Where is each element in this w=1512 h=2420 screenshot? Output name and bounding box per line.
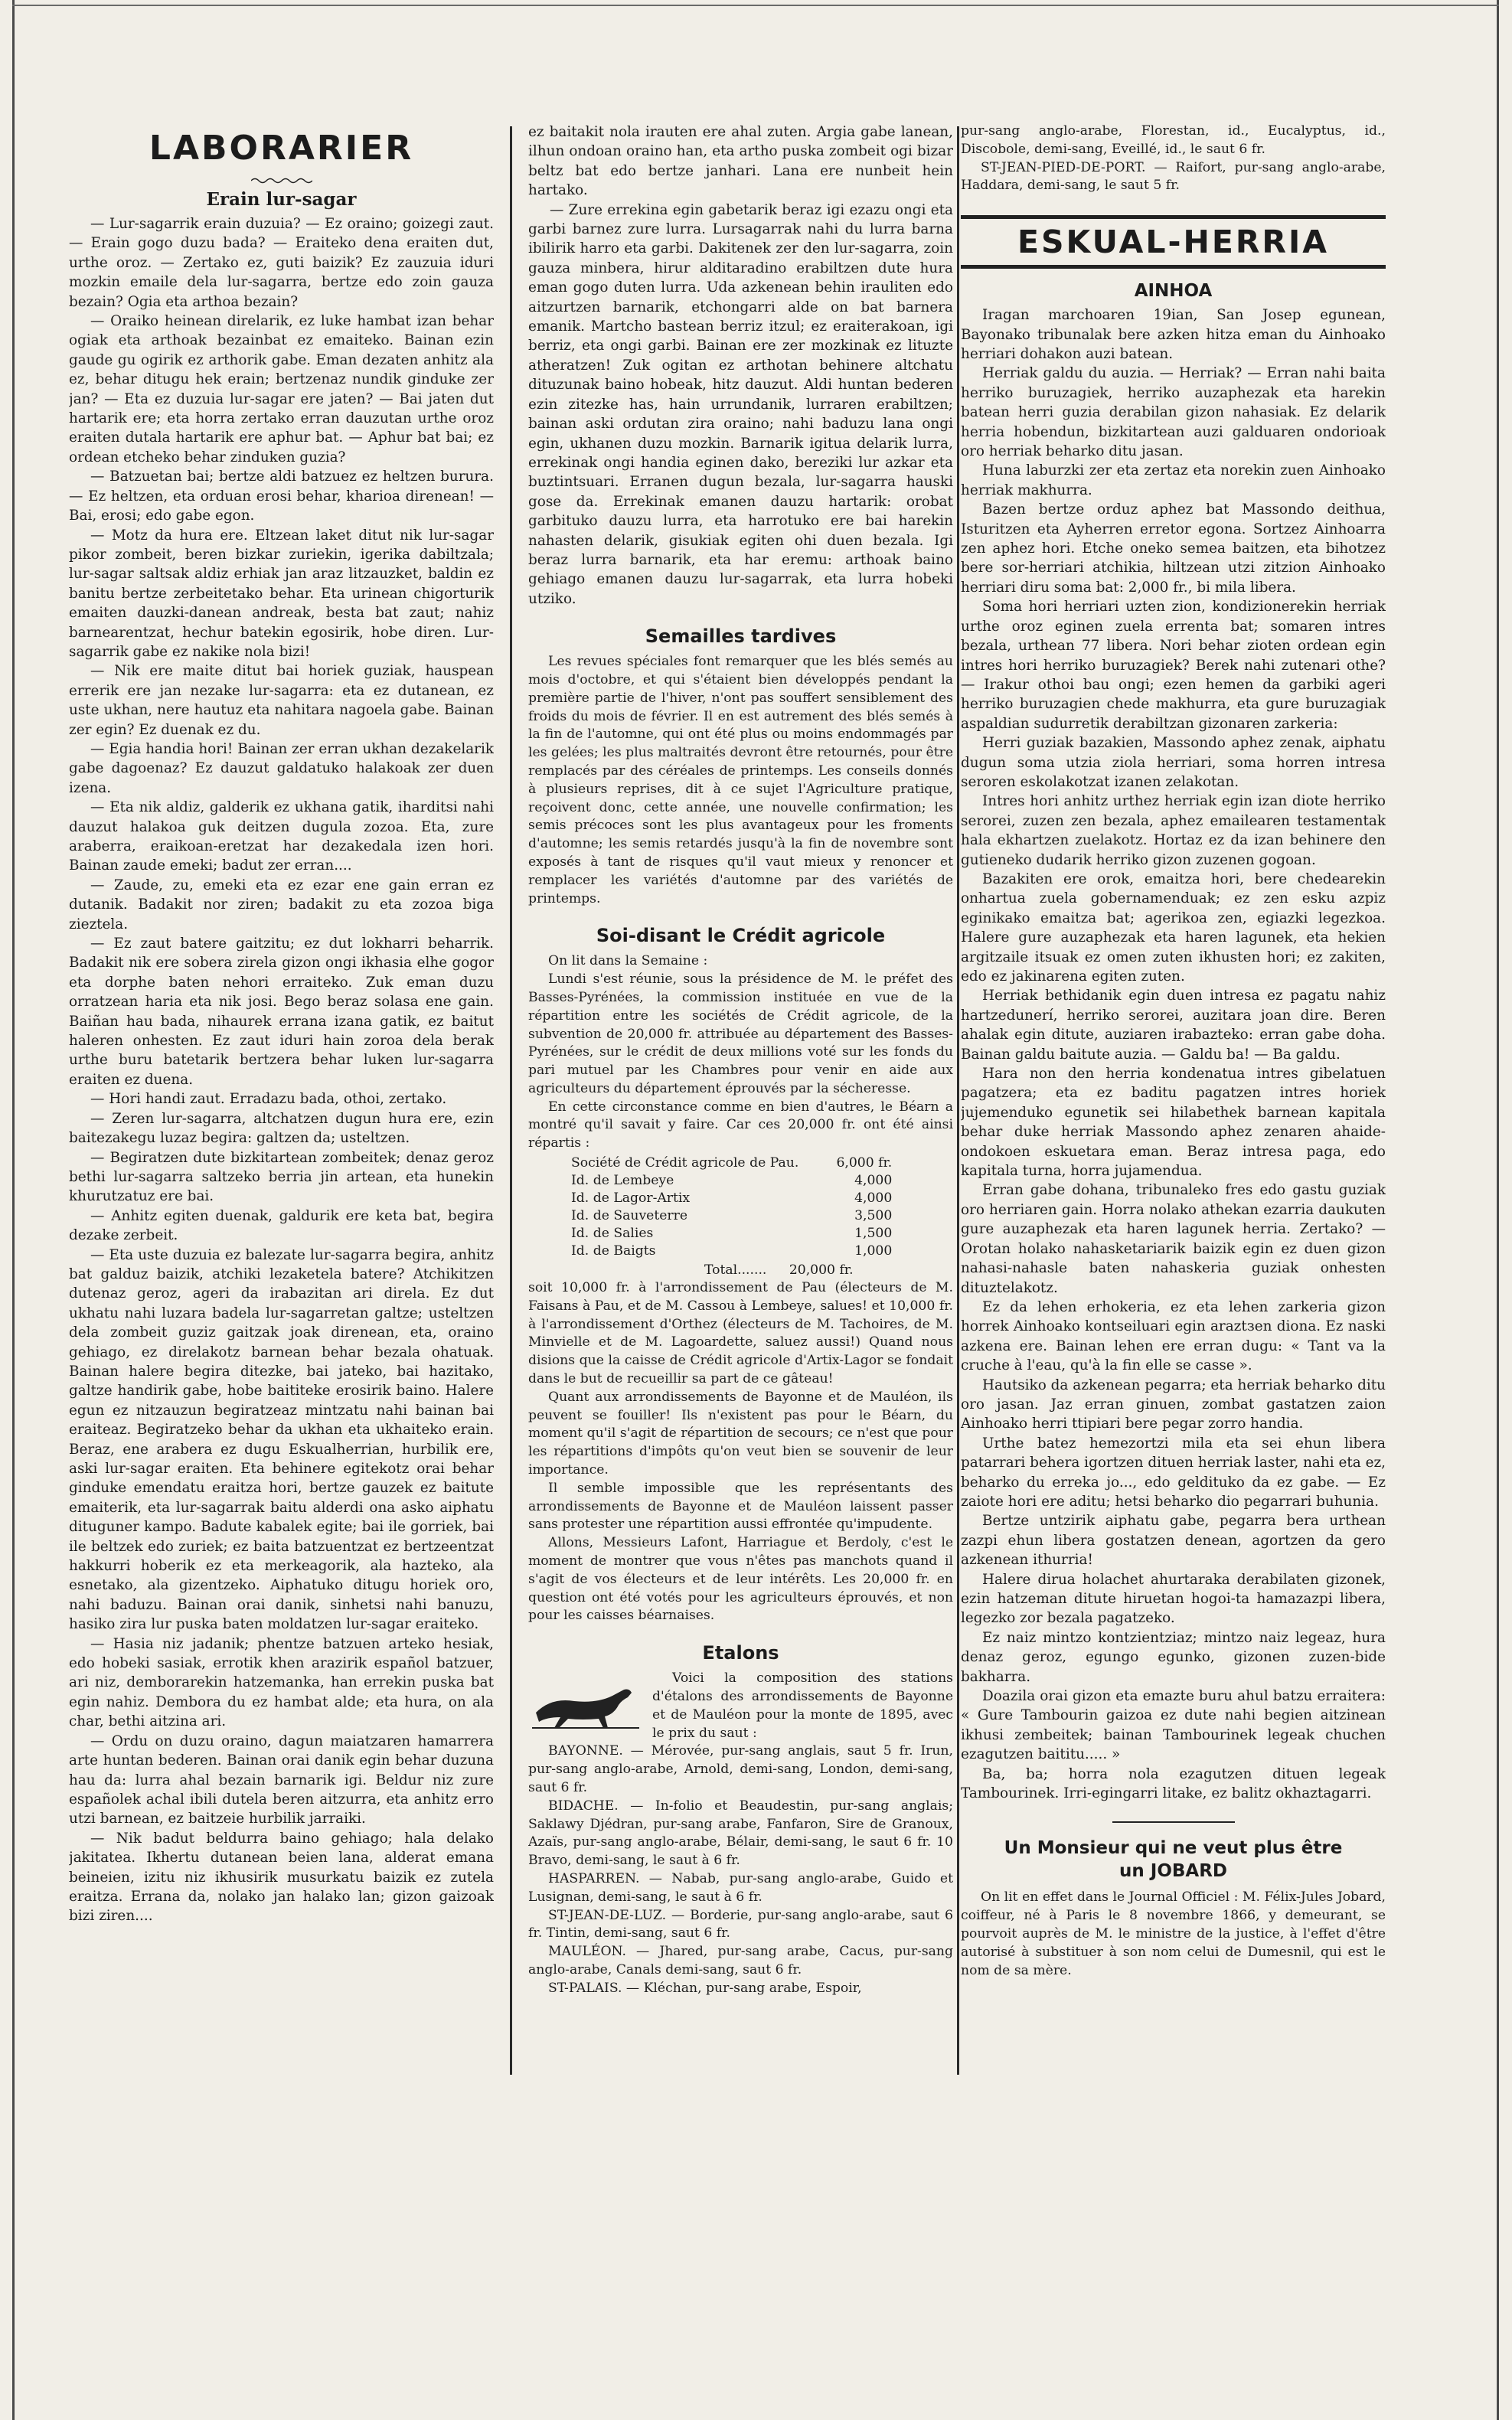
- table-cell: 6,000 fr.: [836, 1155, 893, 1171]
- paragraph: Lundi s'est réunie, sous la présidence de M. le préfet des Basses-Pyrénées, la commission instituée en vue de la répartition entre les sociétés de Crédit agricole, de la subvention de 20,000 fr. attribuée au département des Basses-Pyrénées, sur le crédit de deux millions voté sur les fonds du pari mutuel par les Chambres pour venir en aide aux agriculteurs du département éprouvés par la sécheresse.: [528, 972, 953, 1096]
- page-edge-left: [12, 0, 15, 2420]
- table-cell: Id. de Salies: [571, 1226, 654, 1242]
- etalons-continued: [961, 122, 1386, 195]
- paragraph: — Oraiko heinean direlarik, ez luke hambat izan behar ogiak eta arthoak bezainbat ez emaiteko. Bainan ezin gaude gu ogirik ez arthorik gabe. Eman dezaten anhitz ala ez, behar ditugu hek erain; bertzenaz nundik ginduke zer jan? — Eta ez duzuia lur-sagar ere jaten? — Bai jaten dut hartarik ere; eta horra zertako erran dauzutan urthe oroz eraiten dutala hartarik ere aphur bat. — Aphur bat bai; ez ordean etcheko behar zinduken guzia?: [69, 313, 494, 465]
- paragraph: Allons, Messieurs Lafont, Harriague et Berdoly, c'est le moment de montrer que vous n'êtes pas manchots quand il s'agit de vos électeurs et de leur intérêts. Les 20,000 fr. en question ont été votés pour les agriculteurs éprouvés, et non pour les caisses béarnaises.: [528, 1535, 953, 1624]
- table-cell: Id. de Lagor-Artix: [571, 1190, 691, 1207]
- page-edge-top: [12, 5, 1499, 6]
- paragraph: Iragan marchoaren 19ian, San Josep egunean, Bayonako tribunalak bere azken hitza eman du Ainhoako herriari dohakon auzi batean.: [961, 307, 1386, 362]
- paragraph: ST-JEAN-PIED-DE-PORT. — Raifort, pur-sang anglo-arabe, Haddara, demi-sang, le saut 5 fr.: [961, 159, 1386, 194]
- jobard-title-line-1: Un Monsieur qui ne veut plus être: [1004, 1838, 1343, 1859]
- paragraph: Bazakiten ere orok, emaitza hori, bere chedearekin onhartua zuela gobernamenduak; ez zen esku azpiz eginikako emaitza bat; agerikoa zen, egiazki legezkoa. Halere gure auzaphezak eta haren lagunek, eta hekien argitzaile itsuak ez omen zuten ikhusten hori; ez zakiten, edo ez jakinarena egiten zuten.: [961, 870, 1386, 985]
- table-cell: Id. de Baigts: [571, 1243, 656, 1259]
- paragraph: Voici la composition des stations d'étalons des arrondissements de Bayonne et de Mauléon pour la monte de 1895, avec le prix du saut :: [652, 1670, 953, 1741]
- laborarier-title: LABORARIER: [149, 129, 414, 168]
- paragraph: Erran gabe dohana, tribunaleko fres edo gastu guziak oro herriaren gain. Horra nolako athekan ezarria daukuten gure auzaphezak eta haren lagunek herria. Zertako? — Orotan holako nahasketariarik baizik egin ez duen gizon nahasi-nahasle baten nahaskeria guziak onhesten dituztelakotz.: [961, 1182, 1386, 1296]
- paragraph: Ba, ba; horra nola ezagutzen dituen legeak Tambourinek. Irri-egingarri litake, ez balitz okhaztagarri.: [961, 1765, 1386, 1802]
- table-row: [567, 1172, 896, 1190]
- paragraph: pur-sang anglo-arabe, Florestan, id., Eucalyptus, id., Discobole, demi-sang, Eveillé, id., le saut 6 fr.: [961, 123, 1386, 157]
- paragraph: ST-JEAN-DE-LUZ. — Borderie, pur-sang anglo-arabe, saut 6 fr. Tintin, demi-sang, saut 6 fr.: [528, 1907, 953, 1942]
- column-3: [961, 122, 1386, 2266]
- laborarier-continued: [528, 122, 953, 609]
- column-rule-2: [957, 126, 959, 2075]
- paragraph: Quant aux arrondissements de Bayonne et de Mauléon, ils peuvent se fouiller! Ils n'existent pas pour le Béarn, du moment qu'il s'agit de répartition de secours; ce n'est que pour les répartitions d'impôts qu'on veut bien se souvenir de leur importance.: [528, 1389, 953, 1478]
- paragraph: — Hori handi zaut. Erradazu bada, othoi, zertako.: [90, 1091, 447, 1108]
- laborarier-subtitle: Erain lur-sagar: [206, 189, 357, 210]
- paragraph: BIDACHE. — In-folio et Beaudestin, pur-sang anglais; Saklawy Djédran, pur-sang arabe, Fanfaron, Sire de Granoux, Azaïs, pur-sang anglo-arabe, Bélair, demi-sang, le saut 6 fr. 10 Bravo, demi-sang, le saut à 6 fr.: [528, 1798, 953, 1869]
- paragraph: En cette circonstance comme en bien d'autres, le Béarn a montré qu'il savait y faire. Car ces 20,000 fr. ont été ainsi répartis :: [528, 1099, 953, 1151]
- ainhoa-body: [961, 305, 1386, 1803]
- table-row: [567, 1190, 896, 1207]
- total-amount: 20,000 fr.: [789, 1262, 854, 1279]
- paragraph: Herriak bethidanik egin duen intresa ez pagatu nahiz hartzedunerí, herriko serorei, auzitara joan dire. Beren ahalak egin ditute, auziaren irabazteko: erran gabe doha. Bainan galdu baitute auzia. — Galdu ba! — Ba galdu.: [961, 988, 1386, 1063]
- table-row: [567, 1225, 896, 1243]
- paragraph: Ez da lehen erhokeria, ez eta lehen zarkeria gizon horrek Ainhoako kontseiluari egin araztзen diona. Ez naski azkena ere. Bainan lehen ere erran dugu: « Tant va la cruche à l'eau, qu'à la fin elle se casse ».: [961, 1298, 1386, 1374]
- paragraph: Il semble impossible que les représentants des arrondissements de Bayonne et de Mauléon laissent passer sans protester une répartition aussi effrontée qu'impudente.: [528, 1480, 953, 1533]
- paragraph: HASPARREN. — Nabab, pur-sang anglo-arabe, Guido et Lusignan, demi-sang, le saut à 6 fr.: [528, 1870, 953, 1905]
- paragraph: Intres hori anhitz urthez herriak egin izan diote herriko serorei, zuzen zen bezala, aphez emailearen testamentak hala ekhartzen zuelakotz. Hortaz ez da izan behinere den gutieneko dudarik herriko gizon zuzenen gogoan.: [961, 793, 1386, 868]
- table-row: [567, 1243, 896, 1260]
- paragraph: — Motz da hura ere. Eltzean laket ditut nik lur-sagar pikor zombeit, beren bizkar zuriekin, igerika dabiltzala; lur-sagar saltsak aldiz erhiak jan araz litzauzket, baldin ez banitu bertze zerbeitetako behar. Eta urinean chigorturik emaiten dauzki-danean andreak, besta bat zaut; nahiz barnearentzat, hechur batekin egosirik, hobe diren. Lur-sagarrik gabe ez nakike nola bizi!: [69, 527, 494, 660]
- table-cell: 1,000: [854, 1243, 893, 1259]
- paragraph: On lit en effet dans le Journal Officiel : M. Félix-Jules Jobard, coiffeur, né à Paris le 8 novembre 1866, y demeurant, se pourvoit auprès de M. le ministre de la justice, à l'effet d'être autorisé à substituer à son nom celui de Dumesnil, qui est le nom de sa mère.: [961, 1889, 1386, 1978]
- paragraph: — Zaude, zu, emeki eta ez ezar ene gain erran ez dutanik. Badakit nor ziren; badakit zu eta zozoa biga zieztela.: [69, 877, 494, 932]
- paragraph: — Eta uste duzuia ez balezate lur-sagarra begira, anhitz bat galduz baizik, atchiki lezaketela batere? Atchikitzen dutenaz geroz, ageri da irabazitan ari direla. Ez dut ukhatu nahi luzara badela lur-sagarretan galtze; usteltzen dela zombeit guziz gaitzak joak direnean, eta, oraino gehiago, ez direlakotz barnean behar bezala ohatuak. Bainan halere begira ditezke, bai jateko, bai hazitako, galtze handirik gabe, hobe baititeke erosirik baino. Halere egun ez nitzauzun begiratzeaz mintzatu nahi bainan bai eraiteaz. Begiratzeko behar da ukhan eta ukhaiteko erain. Beraz, ene arabera ez dugu Eskualherrian, hurbilik ere, aski lur-sagar eraiten. Eta behinere egitekotz orai behar ginduke emendatu eraitza hori, bertze gauzek ez baitute emaiterik, eta lur-sagarrak baitu alderdi ona asko aiphatu dituguner kampo. Badute kabalek egite; bai ile gorriek, bai ile beltzek edo zuriek; ez baita batzuentzat ez bertzeentzat hakkurri hoberik ez eta merkeagorik, ala hazteko, ala esnetako, ala gizentzeko. Aiphatuko ditugu horiek oro, nahi baduzu. Bainan orai danik, sinhetsi nahi banuzu, hasiko zira lur puska baten moldatzen lur-sagar eraiteko.: [69, 1246, 494, 1633]
- paragraph: — Begiratzen dute bizkitartean zombeitek; denaz geroz bethi lur-sagarra saltzeko berria jin artean, eta hunekin khurutzatuz ere bai.: [69, 1149, 494, 1205]
- laborarier-body: [69, 214, 494, 1926]
- table-cell: Id. de Sauveterre: [571, 1208, 688, 1224]
- column-2: [528, 122, 953, 2266]
- ainhoa-subtitle: AINHOA: [1134, 281, 1213, 302]
- paragraph: — Egia handia hori! Bainan zer erran ukhan dezakelarik gabe dagoenaz? Ez dauzut galdatuko halakoak zer duen izena.: [69, 740, 494, 796]
- paragraph: Herriak galdu du auzia. — Herriak? — Erran nahi baita herriko buruzagiek, herriko auzaphezak eta harekin batean herri guzia derabilan gizon nahasiak. Ez delarik herria hobendun, bizkitartean auzi galduaren ondorioak oro herriak beharko ditu jasan.: [961, 365, 1386, 460]
- horse-icon: [528, 1674, 643, 1736]
- paragraph: Bazen bertze orduz aphez bat Massondo deithua, Isturitzen eta Ayherren erretor egona. Sortzez Ainhoarra zen aphez hori. Etche oneko semea baitzen, eta bihotzez bere sor-herriari atchikia, hiltzean utzi zitzion Ainhoako herriari diru soma bat: 2,000 fr., bi mila libera.: [961, 501, 1386, 596]
- paragraph: Les revues spéciales font remarquer que les blés semés au mois d'octobre, et qui s'étaient bien développés pendant la première partie de l'hiver, n'ont pas souffert sensiblement des froids du mois de février. Il en est autrement des blés semés à la fin de l'automne, qui ont été plus ou moins endommagés par les gelées; les plus maltraités devront être retournés, pour être remplacés par des céréales de printemps. Les conseils donnés à plusieurs reprises, dit à ce sujet l'Agriculture pratique, reçoivent donc, cette année, une nouvelle confirmation; les semis précoces sont les plus avantageux pour les froments d'automne; les semis retardés jusqu'à la fin de novembre sont exposés à tant de risques qu'il vaut mieux y renoncer et remplacer les variétés d'automne par des variétés de printemps.: [528, 654, 953, 906]
- paragraph: soit 10,000 fr. à l'arrondissement de Pau (électeurs de M. Faisans à Pau, et de M. Cassou à Lembeye, salues! et 10,000 fr. à l'arrondissement d'Orthez (électeurs de M. Tachoires, de M. Minvielle et de M. Lagoardette, saluez aussi!) Quand nous disions que la caisse de Crédit agricole d'Artix-Lagor se fondait dans le but de recueillir sa part de ce gâteau!: [528, 1280, 953, 1387]
- column-1: [69, 115, 494, 2258]
- credit-title: Soi-disant le Crédit agricole: [596, 925, 886, 947]
- paragraph: — Nik ere maite ditut bai horiek guziak, hauspean errerik ere jan nezake lur-sagarra: eta ez dutanean, ez uste ukhan, nere hautuz eta nahitara nagoela gabe. Bainan zer egin? Ez duenak ez du.: [69, 663, 494, 738]
- paragraph: — Zeren lur-sagarra, altchatzen dugun hura ere, ezin baitezakegu luzaz begira: galtzen da; usteltzen.: [69, 1110, 494, 1147]
- section-divider: [961, 215, 1386, 219]
- paragraph: — Eta nik aldiz, galderik ez ukhana gatik, iharditsi nahi dauzut halakoa guk deitzen dugula zozoa. Eta, zure araberra, eraikoan-eretzat har dezakedala izen hori. Bainan zaude emeki; badut zer erran....: [69, 799, 494, 874]
- paragraph: Bertze untzirik aiphatu gabe, pegarra bera urthean zazpi ehun libera gostatzen denean, agortzen da gero azkenean ithurria!: [961, 1513, 1386, 1569]
- semailles-title: Semailles tardives: [645, 625, 837, 648]
- section-divider: [1112, 1821, 1235, 1823]
- paragraph: Halere dirua holachet ahurtaraka derabilaten gizonek, ezin hatzeman ditute hiruetan hogoi-ta hamazazpi libera, legezko zor bezala pagatzeko.: [961, 1571, 1386, 1627]
- paragraph: — Ordu on duzu oraino, dagun maiatzaren hamarrera arte huntan bederen. Bainan orai danik egin behar duzuna hau da: lurra ahal bezain barnarik igi. Beldur niz zure españolek achal ibili dutela beren aitzurra, eta anhitz erro utzi barnean, ez baitzeie hurbilik jarraiki.: [69, 1733, 494, 1827]
- table-cell: 3,500: [854, 1208, 893, 1224]
- table-cell: Société de Crédit agricole de Pau.: [571, 1155, 799, 1171]
- paragraph: Hara non den herria kondenatua intres gibelatuen pagatzera; eta ez baditu pagatzen intres horiek jujemenduko egunetik sei hilabethek barnean kapitala behar duke herriak Massondo aphez zenaren ahaide-ondokoen eskuetara eman. Beraz intresa paga, edo kapitala turna, horra jujamendua.: [961, 1066, 1386, 1180]
- jobard-title: [961, 1837, 1386, 1883]
- credit-table: [567, 1154, 896, 1260]
- paragraph: — Ez zaut batere gaitzitu; ez dut lokharri beharrik. Badakit nik ere sobera zirela gizon ongi ikhasia elhe gogor eta dorphe baten nehori erraiteko. Zuk eman duzu orratzean haria eta nik josi. Bego beraz solasa ene gain. Baiñan hau bada, nihaurek erranа izana gatik, ez baitut haleren onhesten. Ez zaut iduri hain zoroa dela berak urthe buru batetarik bertzera behar luken lur-sagarra eraiten ez duena.: [69, 936, 494, 1088]
- page-edge-right: [1497, 0, 1499, 2420]
- paragraph: Ez naiz mintzo kontzientziaz; mintzo naiz legeaz, hura denaz geroz, egungo egunko, gizonen zuzen-bide bakharra.: [961, 1629, 1386, 1685]
- paragraph: ST-PALAIS. — Kléchan, pur-sang arabe, Espoir,: [548, 1980, 862, 1996]
- total-label: Total.......: [704, 1262, 767, 1279]
- wavy-divider-icon: [251, 177, 312, 185]
- paragraph: — Zure errekina egin gabetarik beraz igi ezazu ongi eta garbi barnez zure lurra. Lursagarrak nahi du lurra barna ibilirik harro eta garbi. Dakitenek zer den lur-sagarra, zoin gauza minbera, hirur alditaradino erabiltzen dute hura eman gogo duten lurra. Uda azkenean behin irauliten edo aitzurtzen barnarik, etchongarri alde on bat barnera emanik. Martcho bastean berriz itzul; ez eraiterakoan, igi berriz, eta ongi garbi. Bainan ere zer mozkinak ez lituzte atheratzen! Zuk ogitan ez arthotan behinere altchatu dituzunak baino hobeak, hitz dauzut. Aldi huntan bederen ezin zitezke has, hain urrundanik, lurraren erabiltzen; bainan aski ordutan zira oraino; nahi baduzu lana ongi egin, ukhanen duzu mozkin. Barnarik igituа delarik lurra, errekinak ongi handia eginen dako, bereziki lur azkar eta buztintsuari. Erranen dugun bezala, lur-sagarra hauski gose da. Errekinak emanen dauzu hartarik: orobat garbituko dauzu lurra, eta harrotuko ere bai harekin nahasten delarik, gisukiak egiten ohi duen bezala. Igi beraz lurra barnarik, eta har eremu: arthoak baino gehiago emanen dauzu lur-sagarrak, eta lurra hobeki utziko.: [528, 201, 953, 607]
- paragraph: Urthe batez hemezortzi mila eta sei ehun libera patarrari behera igortzen dituen herriak laster, nahi eta ez, beharko du erreka jo..., edo geldituko da ez gabe. — Ez zaiote hori ere aditu; hetsi beharko dio pegarrari buhunia.: [961, 1435, 1386, 1510]
- eskual-herria-title: ESKUAL-HERRIA: [1017, 224, 1329, 261]
- paragraph: MAULÉON. — Jhared, pur-sang arabe, Cacus, pur-sang anglo-arabe, Canals demi-sang, saut 6 fr.: [528, 1944, 953, 1977]
- paragraph: Hautsiko da azkenean pegarra; eta herriak beharko ditu oro jasan. Jaz erran ginuen, zombat gastatzen zaion Ainhoako herri ttipiari bere pegar zorro handia.: [961, 1377, 1386, 1432]
- paragraph: ez baitakit nola irauten ere ahal zuten. Argia gabe lanean, ilhun ondoan oraino han, eta artho puska zombeit ogi bizar beltz bat edo bertze janhari. Lana ere nunbeit hein hartako.: [528, 124, 953, 199]
- jobard-title-line-2: un JOBARD: [1119, 1861, 1227, 1882]
- paragraph: — Nik badut beldurra baino gehiago; hala delako jakitatea. Ikhertu dutanean beien lana, alderat emana beineien, izitu niz ikhusirik musurkatu baizik ez zutela eraitza. Errana da, nolako jan halako lan; gizon gaizoak bizi ziren....: [69, 1830, 494, 1925]
- column-rule-1: [510, 126, 512, 2075]
- paragraph: Herri guziak bazakien, Massondo aphez zenak, aiphatu dugun soma utzia ziola herriari, soma horren intresa seroren eskolakotzat izanen zelakotan.: [961, 735, 1386, 790]
- table-cell: 4,000: [854, 1190, 893, 1207]
- table-row: [567, 1154, 896, 1172]
- credit-intro: On lit dans la Semaine :: [548, 953, 708, 969]
- table-cell: 1,500: [854, 1226, 893, 1242]
- paragraph: BAYONNE. — Mérovée, pur-sang anglais, saut 5 fr. Irun, pur-sang anglo-arabe, Arnold, demi-sang, London, demi-sang, saut 6 fr.: [528, 1743, 953, 1795]
- paragraph: — Lur-sagarrik erain duzuia? — Ez oraino; goizegi zaut. — Erain gogo duzu bada? — Eraiteko dena eraiten dut, urthe oroz. — Zertako ez, guti baizik? Ez zauzuia iduri mozkin emaile dela lur-sagarra, bertze edo zoin gauza bezain? Ogia eta arthoa bezain?: [69, 216, 494, 310]
- credit-total: [704, 1262, 953, 1279]
- paragraph: — Anhitz egiten duenak, galdurik ere keta bat, begira dezake zerbeit.: [69, 1207, 494, 1244]
- paragraph: Huna laburzki zer eta zertaz eta norekin zuen Ainhoako herriak makhurra.: [961, 462, 1386, 498]
- paragraph: Soma hori herriari uzten zion, kondizionerekin herriak urthe oroz eginen zuela errenta bat; somaren intres bezala, urthean 77 libera. Nori behar zioten ordean egin intres hori herriko buruzagiek? Berek nahi zutenari othe? — Irakur othoi bau ongi; ezen hemen da garbiki ageri herriko buruzagien chede makhurra, eta gure buruzagiak aspaldian sudurretik derabiltzan gizonaren zarkeria:: [961, 599, 1386, 732]
- paragraph: Doazila orai gizon eta emazte buru ahul batzu erraitera: « Gure Tambourin gaizoa ez dute nahi begien aitzinean ikhusi zembeitek; bainan Tambourinek legeak chuchen ezagutzen baititu..... »: [961, 1688, 1386, 1763]
- table-row: [567, 1207, 896, 1225]
- section-divider: [961, 265, 1386, 269]
- table-cell: 4,000: [854, 1173, 893, 1189]
- paragraph: — Batzuetan bai; bertze aldi batzuez ez heltzen burura. — Ez heltzen, eta orduan erosi behar, kharioa direnean! — Bai, erosi; edo gabe egon.: [69, 469, 494, 524]
- table-cell: Id. de Lembeye: [571, 1173, 674, 1189]
- etalons-title: Etalons: [702, 1642, 779, 1664]
- paragraph: — Hasia niz jadanik; phentze batzuen arteko hesiak, edo hobeki sasiak, errotik khen arazirik español batzuer, ari niz, demborarekin hatzemanka, han errekin puska bat egin nahiz. Dembora du ez hambat alde; eta hura, on ala char, bethi aitzina ari.: [69, 1635, 494, 1730]
